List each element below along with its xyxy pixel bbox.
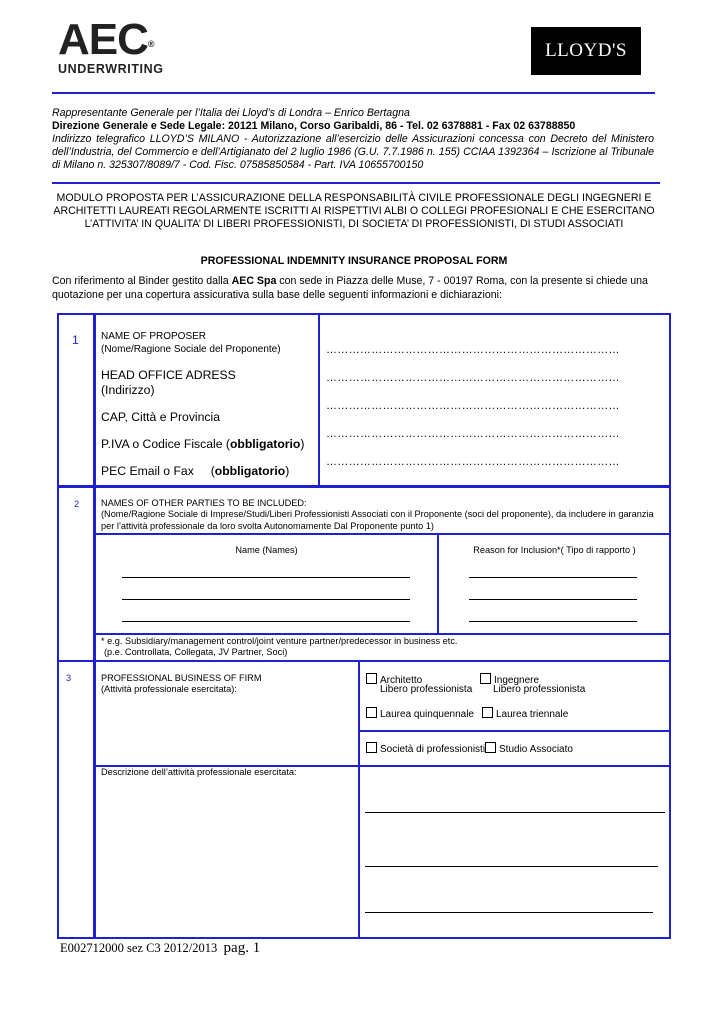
intro-after: con sede in Piazza delle Muse, 7 - 00197 Roma, con la presente si chiede una quotazione per una copertura assicurativa sulla base delle seguenti informazioni e dichiarazioni: <box>52 275 648 301</box>
pec-text: PEC Email o Fax ( <box>101 464 215 478</box>
pec-label <box>101 464 289 479</box>
quinquennale-label: Laurea quinquennale <box>380 709 474 720</box>
piva-label <box>101 437 304 452</box>
aec-logo <box>58 15 168 76</box>
header-divider <box>52 92 655 94</box>
proposer-name-field[interactable]: …………………………………………………………………… <box>326 344 620 356</box>
col-reason-header: Reason for Inclusion*( Tipo di rapporto ) <box>473 545 636 555</box>
reason-line-3[interactable] <box>469 621 637 622</box>
section3-number: 3 <box>66 673 72 683</box>
cap-field[interactable]: …………………………………………………………………… <box>326 400 620 412</box>
section2-header-divider <box>95 533 670 535</box>
piva-field[interactable]: …………………………………………………………………… <box>326 428 620 440</box>
description-line-3[interactable] <box>365 912 653 913</box>
reason-line-2[interactable] <box>469 599 637 600</box>
pec-required: obbligatorio <box>214 464 286 478</box>
section1-bottom <box>57 485 671 488</box>
section1-divider <box>318 313 320 486</box>
ingegnere-sub: Libero professionista <box>493 684 586 695</box>
section2-bottom <box>57 660 671 662</box>
architetto-sub: Libero professionista <box>380 684 473 695</box>
proposer-name-sub: (Nome/Ragione Sociale del Proponente) <box>101 344 281 355</box>
name-line-2[interactable] <box>122 599 410 600</box>
piva-close: ) <box>300 437 305 451</box>
section3-options-divider <box>359 730 670 732</box>
option-societa[interactable] <box>366 742 485 757</box>
section3-divider <box>358 660 360 938</box>
aec-logo-sub: UNDERWRITING <box>58 62 164 76</box>
option-triennale[interactable] <box>482 707 568 722</box>
form-border-left <box>57 313 59 939</box>
proposer-name-label: NAME OF PROPOSER <box>101 331 207 342</box>
description-line-1[interactable] <box>365 812 665 813</box>
architetto-label: Architetto <box>380 675 423 686</box>
intro-before: Con riferimento al Binder gestito dalla <box>52 275 232 287</box>
form-border-right <box>669 313 671 939</box>
pec-close: ) <box>285 464 290 478</box>
architetto-checkbox[interactable] <box>366 673 377 684</box>
societa-checkbox[interactable] <box>366 742 377 753</box>
option-quinquennale[interactable] <box>366 707 474 722</box>
registered-mark: ® <box>147 39 154 49</box>
piva-text: P.IVA o Codice Fiscale ( <box>101 437 230 451</box>
address-divider <box>52 182 660 184</box>
intro-company: AEC Spa <box>231 275 277 287</box>
inclusion-note-it: (p.e. Controllata, Collegata, JV Partner, Soci) <box>104 647 288 657</box>
address-block <box>52 107 654 172</box>
head-office-sub: (Indirizzo) <box>101 383 155 397</box>
other-parties-desc: (Nome/Ragione Sociale di Imprese/Studi/Liberi Professionisti Associati con il Proponente (soci del proponente), da includere in garanzia per l’attività professionale da loro svolta Autonomamente Dal Proponente punto 1) <box>101 509 654 531</box>
form-border-bottom <box>57 937 671 939</box>
modulo-title: MODULO PROPOSTA PER L’ASSICURAZIONE DELLA RESPONSABILITÀ CIVILE PROFESSIONALE DEGLI INGEGNERI E ARCHITETTI LAUREATI REGOLARMENTE ISCRITTI AI RISPETTIVI ALBI O COLLEGI PROFESIONALI E CHE ESERCITANO L’ATTIVITA’ IN QUALITA’ DI LIBERI PROFESSIONISTI, DI SOCIETA’ DI PROFESSIONISTI, DI STUDI ASSOCIATI <box>53 192 655 230</box>
piva-required: obbligatorio <box>229 437 301 451</box>
studio-label: Studio Associato <box>499 744 573 755</box>
page-number: pag. 1 <box>223 940 261 956</box>
head-office-line: Direzione Generale e Sede Legale: 20121 Milano, Corso Garibaldi, 86 - Tel. 02 6378881 - Fax 02 63788850 <box>52 120 576 132</box>
form-title: PROFESSIONAL INDEMNITY INSURANCE PROPOSAL FORM <box>200 255 508 267</box>
representative-line: Rappresentante Generale per l’Italia dei Lloyd’s di Londra – Enrico Bertagna <box>52 107 410 119</box>
societa-label: Società di professionisti <box>380 744 486 755</box>
section1-number: 1 <box>72 333 79 347</box>
intro-text <box>52 275 662 302</box>
business-sub: (Attività professionale esercitata): <box>101 684 237 694</box>
lloyds-logo: LLOYD'S <box>531 27 641 75</box>
triennale-checkbox[interactable] <box>482 707 493 718</box>
section2-number: 2 <box>74 499 80 509</box>
ingegnere-checkbox[interactable] <box>480 673 491 684</box>
head-office-field[interactable]: …………………………………………………………………… <box>326 372 620 384</box>
page-footer <box>60 940 260 957</box>
name-line-1[interactable] <box>122 577 410 578</box>
option-studio[interactable] <box>485 742 573 757</box>
triennale-label: Laurea triennale <box>496 709 569 720</box>
aec-logo-text: AEC <box>58 15 148 64</box>
registration-line: Indirizzo telegrafico LLOYD’S MILANO - Autorizzazione all’esercizio delle Assicurazioni concessa con Decreto del Ministero dell’Industria, del Commercio e dell’Artigianato del 2 luglio 1986 (G.U. 7.7.1986 n. 155) CCIAA 1392364 – Iscrizione al Tribunale di Milano n. 325307/8089/7 - Cod. Fisc. 07585850584 - Part. IVA 10655700150 <box>52 133 654 171</box>
quinquennale-checkbox[interactable] <box>366 707 377 718</box>
number-column-divider <box>93 313 96 939</box>
reason-line-1[interactable] <box>469 577 637 578</box>
cap-label: CAP, Città e Provincia <box>101 410 220 424</box>
business-title: PROFESSIONAL BUSINESS OF FIRM <box>101 673 262 683</box>
description-line-2[interactable] <box>365 866 658 867</box>
form-code: E002712000 sez C3 2012/2013 <box>60 941 218 955</box>
head-office-label: HEAD OFFICE ADRESS <box>101 368 236 382</box>
pec-field[interactable]: …………………………………………………………………… <box>326 456 620 468</box>
col-names-header: Name (Names) <box>235 545 298 555</box>
section2-note-divider <box>95 633 670 635</box>
inclusion-note: * e.g. Subsidiary/management control/joint venture partner/predecessor in business etc. <box>101 636 458 646</box>
other-parties-title: NAMES OF OTHER PARTIES TO BE INCLUDED: <box>101 498 307 508</box>
ingegnere-label: Ingegnere <box>494 675 540 686</box>
studio-checkbox[interactable] <box>485 742 496 753</box>
form-border-top <box>57 313 671 315</box>
name-line-3[interactable] <box>122 621 410 622</box>
description-label: Descrizione dell’attività professionale esercitata: <box>101 767 297 777</box>
